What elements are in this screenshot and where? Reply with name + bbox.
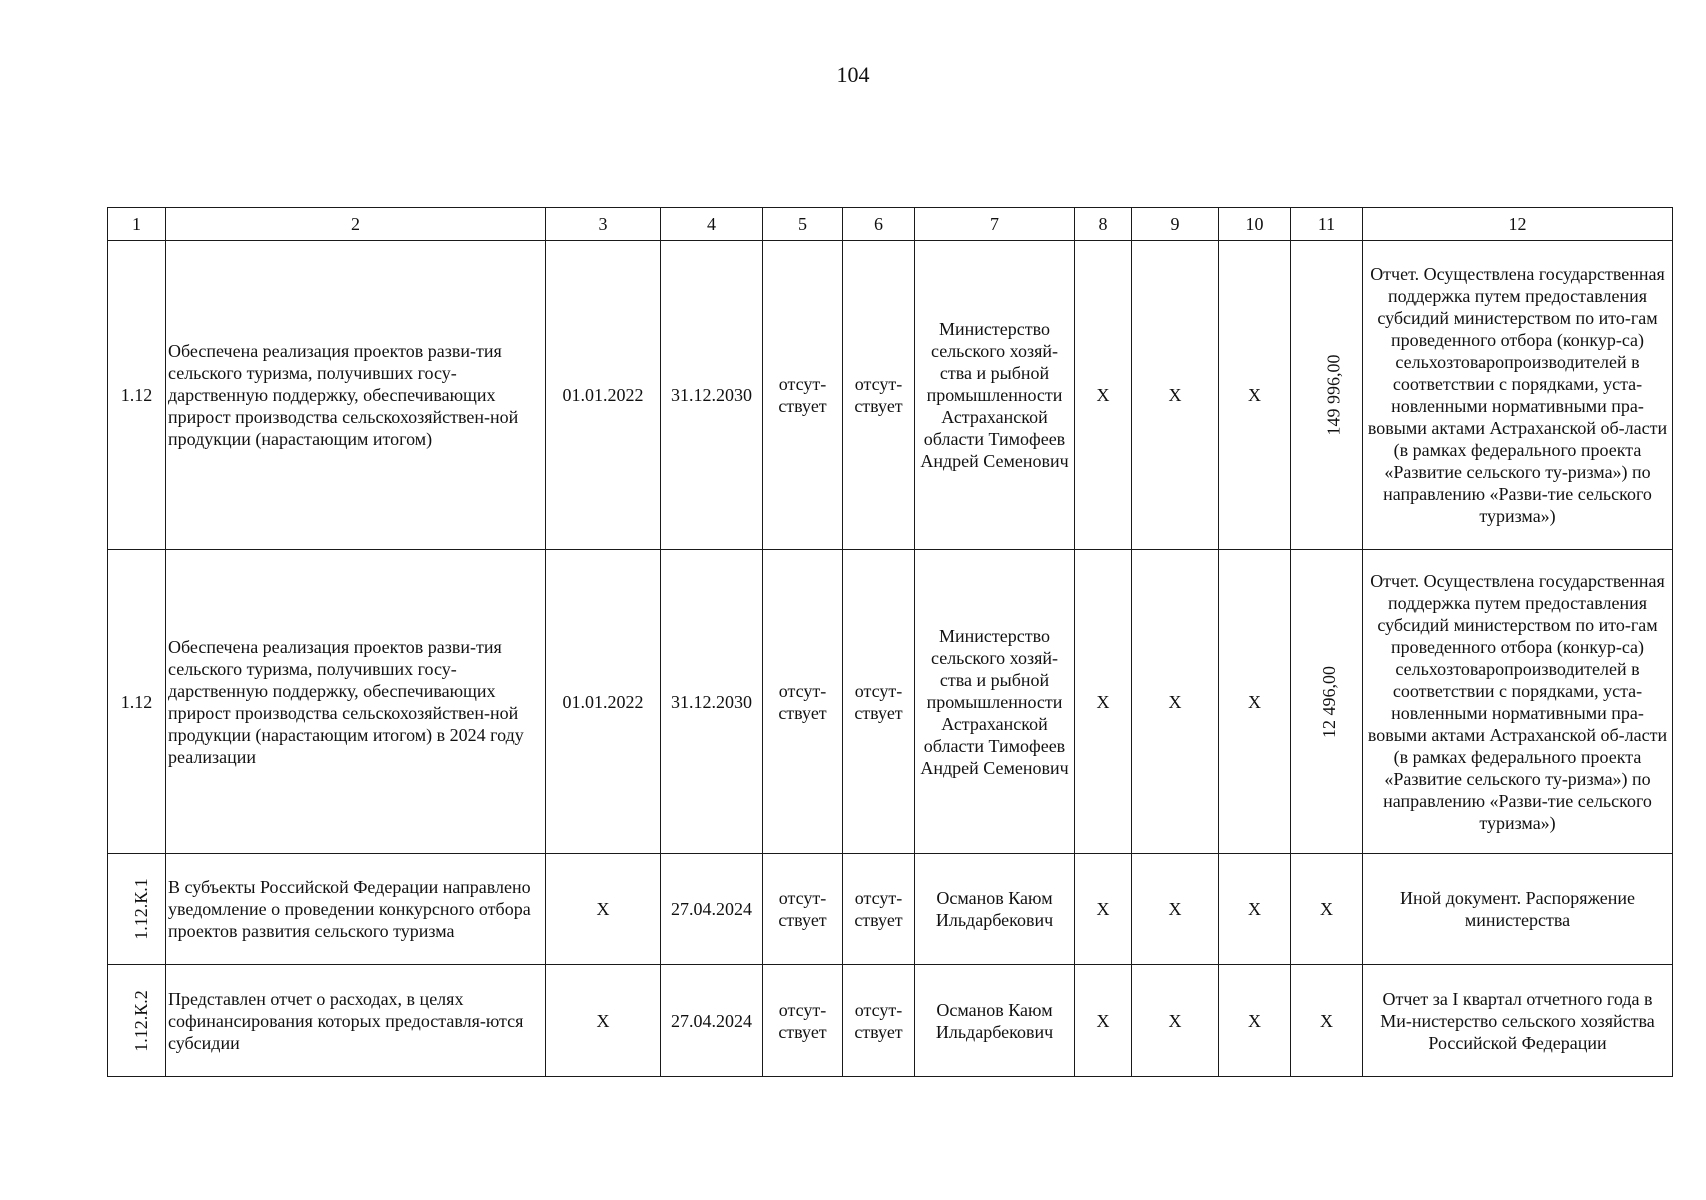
col9-cell: Х [1132, 854, 1219, 965]
amount-cell: Х [1291, 965, 1363, 1077]
row-number: 1.12.К.2 [130, 989, 151, 1052]
col9-cell: Х [1132, 965, 1219, 1077]
header-cell: 12 [1363, 208, 1673, 241]
amount-value: 149 996,00 [1323, 354, 1344, 436]
col5-cell: отсут-ствует [763, 241, 843, 550]
header-cell: 6 [843, 208, 915, 241]
col6-cell: отсут-ствует [843, 241, 915, 550]
col10-cell: Х [1219, 241, 1291, 550]
header-cell: 4 [661, 208, 763, 241]
col10-cell: Х [1219, 550, 1291, 854]
responsible-person: Османов Каюм Ильдарбекович [915, 965, 1075, 1077]
header-cell: 3 [546, 208, 661, 241]
responsible-person: Министерство сельского хозяй-ства и рыбной промышленности Астраханской области Тимофеев Андрей Семенович [915, 550, 1075, 854]
col5-cell: отсут-ствует [763, 854, 843, 965]
col9-cell: Х [1132, 241, 1219, 550]
responsible-person: Министерство сельского хозяй-ства и рыбной промышленности Астраханской области Тимофеев Андрей Семенович [915, 241, 1075, 550]
document-type: Иной документ. Распоряжение министерства [1363, 854, 1673, 965]
col8-cell: Х [1075, 965, 1132, 1077]
row-number-cell [108, 965, 166, 1077]
result-description: Представлен отчет о расходах, в целях софинансирования которых предоставля-ются субсидии [166, 965, 546, 1077]
table-row [108, 854, 1673, 965]
end-date: 27.04.2024 [661, 854, 763, 965]
start-date: 01.01.2022 [546, 550, 661, 854]
end-date: 31.12.2030 [661, 550, 763, 854]
table-row [108, 965, 1673, 1077]
report-table [107, 207, 1673, 1077]
col10-cell: Х [1219, 854, 1291, 965]
amount-cell [1291, 241, 1363, 550]
result-description: В субъекты Российской Федерации направлено уведомление о проведении конкурсного отбора проектов развития сельского туризма [166, 854, 546, 965]
col5-cell: отсут-ствует [763, 550, 843, 854]
row-number: 1.12 [108, 550, 166, 854]
table-row [108, 550, 1673, 854]
header-cell: 10 [1219, 208, 1291, 241]
header-cell: 5 [763, 208, 843, 241]
amount-value: 12 496,00 [1319, 665, 1339, 738]
document-type: Отчет. Осуществлена государственная поддержка путем предоставления субсидий министерством по ито-гам проведенного отбора (конкур-са) сельхозтоваропроизводителей в соответствии с порядками, уста-новленными нормативными пра-вовыми актами Астраханской об-ласти (в рамках федерального проекта «Развитие сельского ту-ризма») по направлению «Разви-тие сельского туризма») [1363, 241, 1673, 550]
col6-cell: отсут-ствует [843, 965, 915, 1077]
end-date: 27.04.2024 [661, 965, 763, 1077]
document-type: Отчет. Осуществлена государственная поддержка путем предоставления субсидий министерством по ито-гам проведенного отбора (конкур-са) сельхозтоваропроизводителей в соответствии с порядками, уста-новленными нормативными пра-вовыми актами Астраханской об-ласти (в рамках федерального проекта «Развитие сельского ту-ризма») по направлению «Разви-тие сельского туризма») [1363, 550, 1673, 854]
header-cell: 8 [1075, 208, 1132, 241]
row-number: 1.12 [108, 241, 166, 550]
responsible-person: Османов Каюм Ильдарбекович [915, 854, 1075, 965]
col8-cell: Х [1075, 550, 1132, 854]
start-date: 01.01.2022 [546, 241, 661, 550]
col8-cell: Х [1075, 854, 1132, 965]
result-description: Обеспечена реализация проектов разви-тия сельского туризма, получивших госу-дарственную поддержку, обеспечивающих прирост производства сельскохозяйствен-ной продукции (нарастающим итогом) [166, 241, 546, 550]
col5-cell: отсут-ствует [763, 965, 843, 1077]
col6-cell: отсут-ствует [843, 854, 915, 965]
row-number-cell [108, 854, 166, 965]
start-date: Х [546, 854, 661, 965]
col6-cell: отсут-ствует [843, 550, 915, 854]
header-cell: 9 [1132, 208, 1219, 241]
table-row [108, 241, 1673, 550]
header-cell: 11 [1291, 208, 1363, 241]
col10-cell: Х [1219, 965, 1291, 1077]
start-date: Х [546, 965, 661, 1077]
col8-cell: Х [1075, 241, 1132, 550]
col9-cell: Х [1132, 550, 1219, 854]
page-number: 104 [836, 62, 870, 87]
end-date: 31.12.2030 [661, 241, 763, 550]
amount-cell: Х [1291, 854, 1363, 965]
amount-cell [1291, 550, 1363, 854]
document-type: Отчет за I квартал отчетного года в Ми-нистерство сельского хозяйства Российской Федерации [1363, 965, 1673, 1077]
table-header-row [108, 208, 1673, 241]
result-description: Обеспечена реализация проектов разви-тия сельского туризма, получивших госу-дарственную поддержку, обеспечивающих прирост производства сельскохозяйствен-ной продукции (нарастающим итогом) в 2024 году реализации [166, 550, 546, 854]
header-cell: 7 [915, 208, 1075, 241]
header-cell: 1 [108, 208, 166, 241]
header-cell: 2 [166, 208, 546, 241]
row-number: 1.12.К.1 [130, 878, 151, 940]
